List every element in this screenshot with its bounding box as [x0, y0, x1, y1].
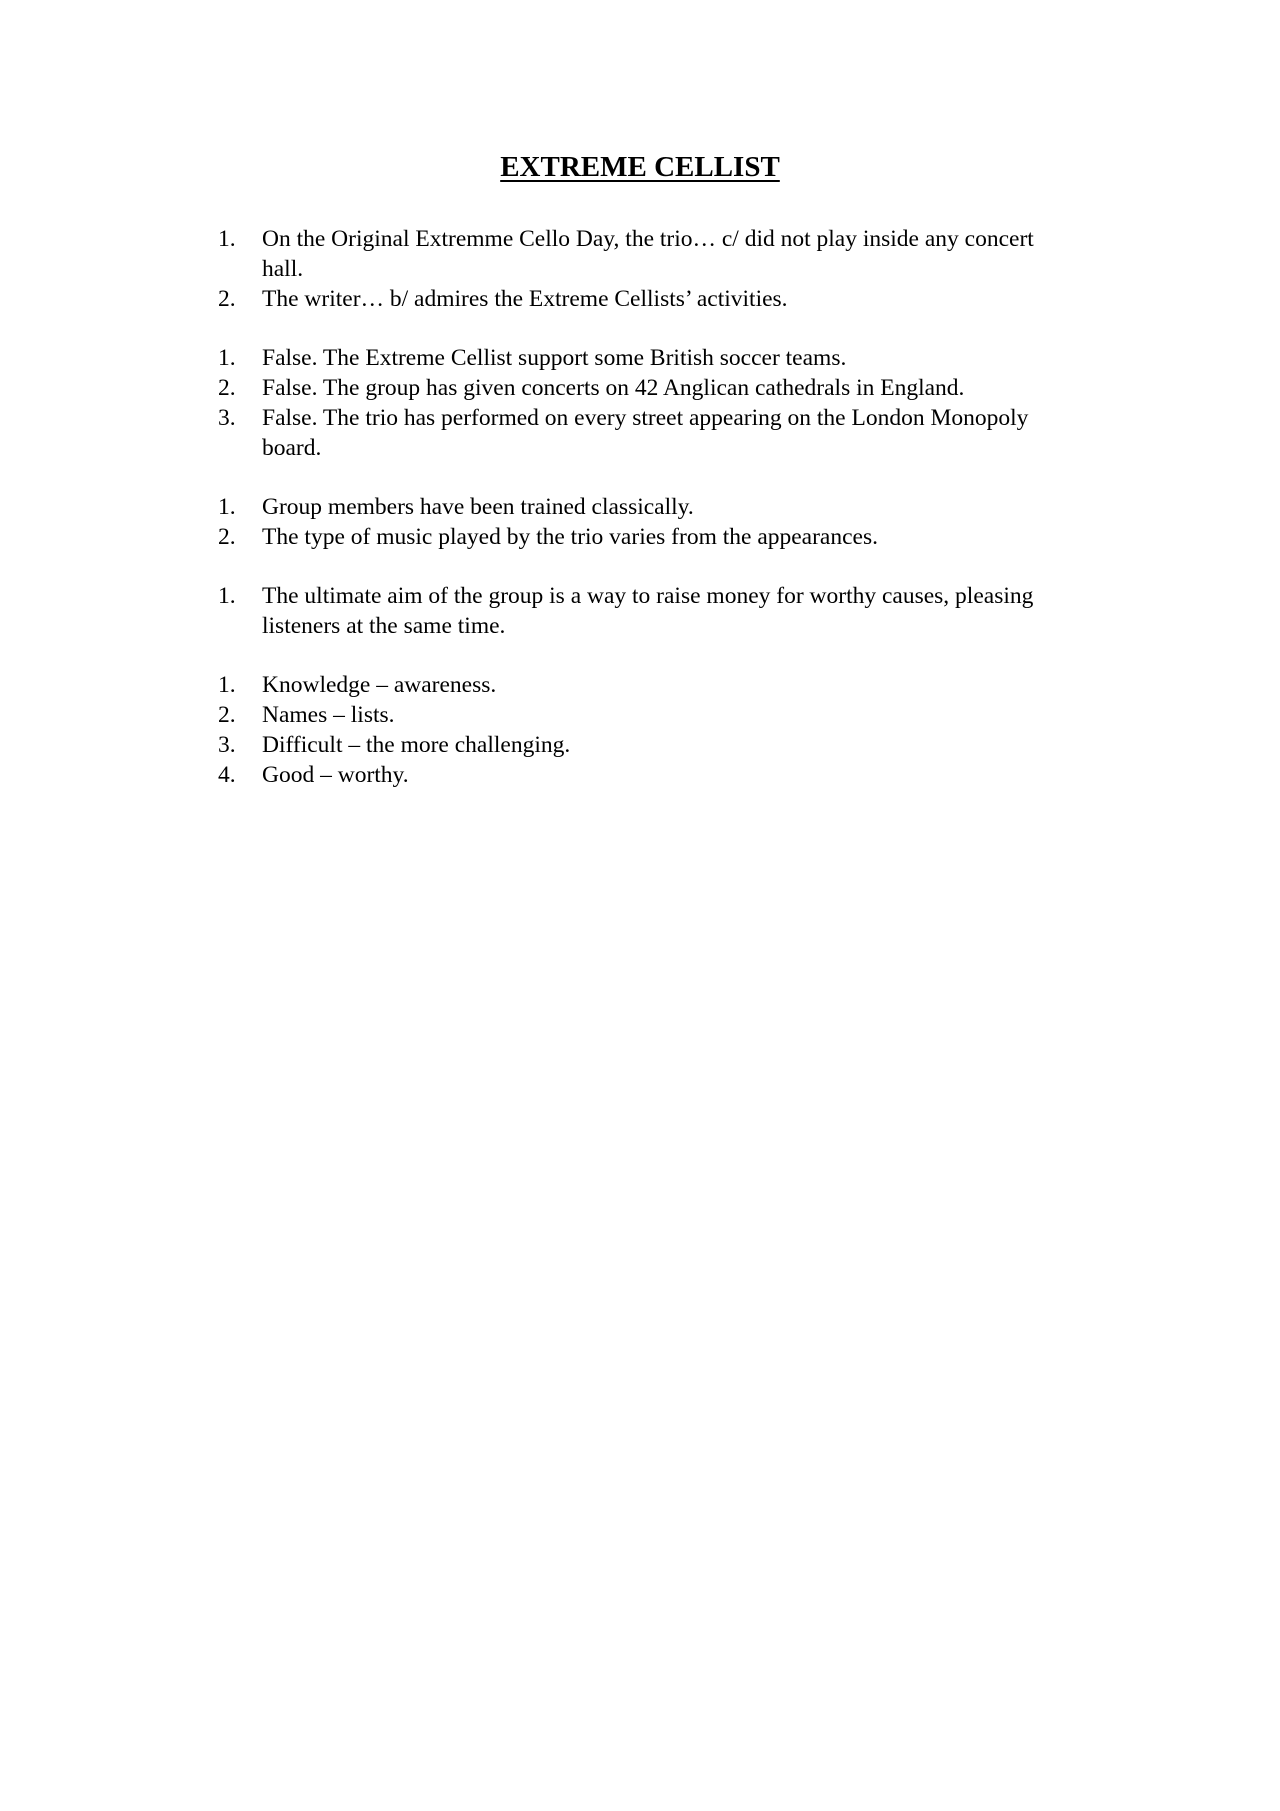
document-body	[218, 224, 1058, 819]
list-item-number: 2.	[218, 524, 236, 550]
list-item	[218, 403, 1058, 463]
list-item	[218, 522, 1058, 552]
list-item-number: 4.	[218, 762, 236, 788]
list-item-number: 2.	[218, 286, 236, 312]
list-item	[218, 700, 1058, 730]
list-item-text: Good – worthy.	[262, 762, 409, 788]
list-item-number: 3.	[218, 405, 236, 431]
list-item	[218, 373, 1058, 403]
list-item	[218, 343, 1058, 373]
list-item	[218, 492, 1058, 522]
list-item-number: 1.	[218, 345, 236, 371]
list-item-text: Difficult – the more challenging.	[262, 732, 571, 758]
list-item-text: Knowledge – awareness.	[262, 672, 497, 698]
list-item-text: The ultimate aim of the group is a way to raise money for worthy causes, pleasing listeners at the same time.	[262, 583, 1034, 639]
answer-section-1	[218, 224, 1058, 314]
list-item-text: False. The Extreme Cellist support some British soccer teams.	[262, 345, 847, 371]
list-item-text: Names – lists.	[262, 702, 395, 728]
list-item-number: 3.	[218, 732, 236, 758]
list-item-number: 1.	[218, 494, 236, 520]
list-item-number: 2.	[218, 375, 236, 401]
document-title: EXTREME CELLIST	[500, 151, 780, 183]
list-item-text: False. The group has given concerts on 42 Anglican cathedrals in England.	[262, 375, 965, 401]
answer-section-2	[218, 343, 1058, 463]
list-item-text: On the Original Extremme Cello Day, the trio… c/ did not play inside any concert hall.	[262, 226, 1034, 282]
list-item	[218, 760, 1058, 790]
list-item-text: The type of music played by the trio varies from the appearances.	[262, 524, 878, 550]
list-item-number: 2.	[218, 702, 236, 728]
answer-section-4	[218, 581, 1058, 641]
list-item-number: 1.	[218, 583, 236, 609]
list-item-text: False. The trio has performed on every street appearing on the London Monopoly board.	[262, 405, 1029, 461]
answer-section-3	[218, 492, 1058, 552]
list-item	[218, 284, 1058, 314]
list-item	[218, 224, 1058, 284]
list-item	[218, 581, 1058, 641]
list-item	[218, 670, 1058, 700]
list-item-number: 1.	[218, 226, 236, 252]
list-item-text: Group members have been trained classically.	[262, 494, 694, 520]
list-item-text: The writer… b/ admires the Extreme Cellists’ activities.	[262, 286, 788, 312]
answer-section-5	[218, 670, 1058, 790]
list-item	[218, 730, 1058, 760]
list-item-number: 1.	[218, 672, 236, 698]
